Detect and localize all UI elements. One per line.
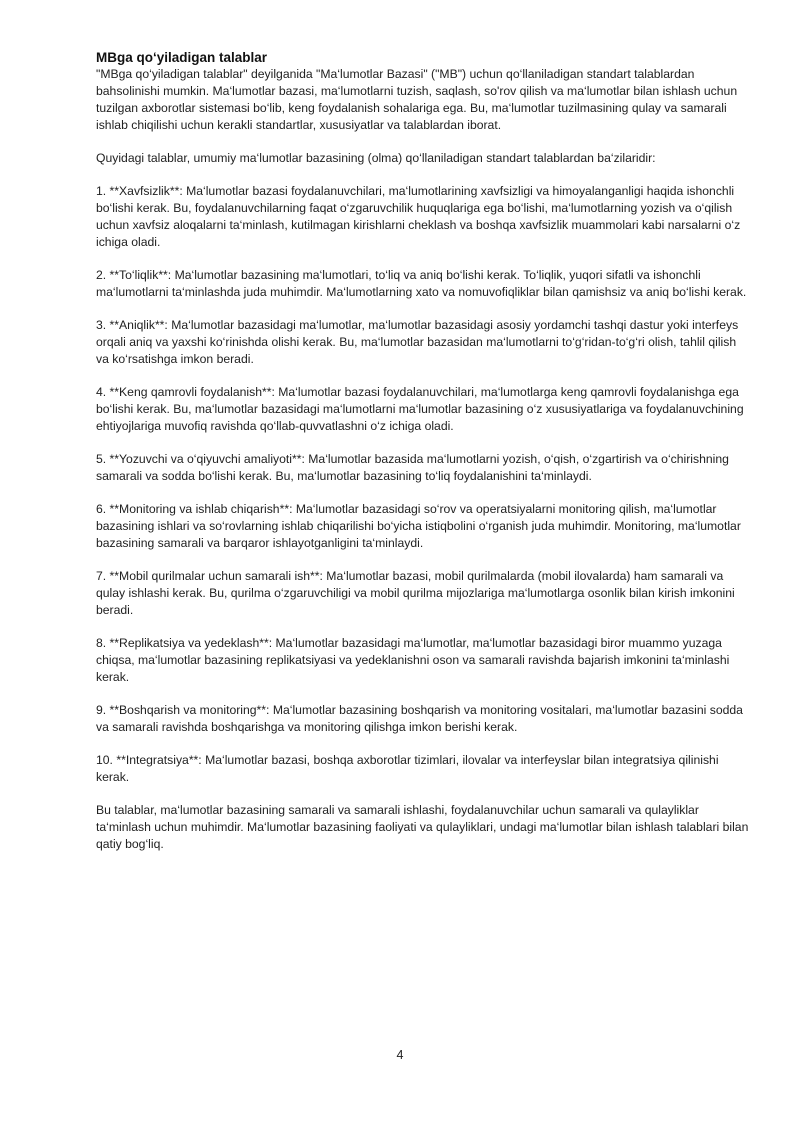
page-number: 4 xyxy=(396,1048,404,1062)
document-page xyxy=(96,49,752,869)
requirement-item-5: 5. **Yozuvchi va o‘qiyuvchi amaliyoti**: Ma‘lumotlar bazasida ma‘lumotlarni yozish, o‘qish, o‘zgartirish va o‘chirishning samarali va sodda bo‘lishi kerak. Bu, ma‘lumotlar bazasining to‘liq foydalanishini ta‘minlaydi. xyxy=(96,452,729,483)
conclusion-paragraph: Bu talablar, ma‘lumotlar bazasining samarali va samarali ishlashi, foydalanuvchilar uchun samarali va qulayliklar ta‘minlash uchun muhimdir. Ma‘lumotlar bazasining faoliyati va qulayliklari, undagi ma‘lumotlar bilan ishlash talablari bilan qatiy bog‘liq. xyxy=(96,803,749,851)
requirement-item-10: 10. **Integratsiya**: Ma‘lumotlar bazasi, boshqa axborotlar tizimlari, ilovalar va interfeyslar bilan integratsiya qilinishi kerak. xyxy=(96,753,719,784)
requirement-item-8: 8. **Replikatsiya va yedeklash**: Ma‘lumotlar bazasidagi ma‘lumotlar, ma‘lumotlar bazasidagi biror muammo yuzaga chiqsa, ma‘lumotlar bazasining replikatsiyasi va yedeklanishni oson va samarali ravishda bajarish imkonini ta‘minlashi kerak. xyxy=(96,636,730,684)
requirement-item-7: 7. **Mobil qurilmalar uchun samarali ish**: Ma‘lumotlar bazasi, mobil qurilmalarda (mobil ilovalarda) ham samarali va qulay ishlashi kerak. Bu, qurilma o‘zgaruvchiligi va mobil qurilma mijozlariga ma‘lumotlarga osonlik bilan kirish imkonini beradi. xyxy=(96,569,735,617)
requirement-item-4: 4. **Keng qamrovli foydalanish**: Ma‘lumotlar bazasi foydalanuvchilari, ma‘lumotlarga keng qamrovli foydalanishga ega bo‘lishi kerak. Bu, ma‘lumotlar bazasidagi ma‘lumotlarni ma‘lumotlar bazasining o‘z xususiyatlariga va foydalanuvchining ehtiyojlariga muvofiq ravishda qo‘llab-quvvatlashni o‘z ichiga oladi. xyxy=(96,385,744,433)
requirement-item-6: 6. **Monitoring va ishlab chiqarish**: Ma‘lumotlar bazasidagi so‘rov va operatsiyalarni monitoring qilish, ma‘lumotlar bazasining ishlari va so‘rovlarning ishlab chiqarilishi bo‘yicha istiqbolini o‘rganish juda muhimdir. Monitoring, ma‘lumotlar bazasining samarali va barqaror ishlayotganligini ta‘minlaydi. xyxy=(96,502,741,550)
requirement-item-3: 3. **Aniqlik**: Ma‘lumotlar bazasidagi ma‘lumotlar, ma‘lumotlar bazasidagi asosiy yordamchi tashqi dastur yoki interfeys orqali aniq va yaxshi ko‘rinishda olishi kerak. Bu, ma‘lumotlar bazasidan ma‘lumotlarni to‘g‘ridan-to‘g‘ri olish, tahlil qilish va ko‘rsatishga imkon beradi. xyxy=(96,318,739,366)
document-title: MBga qo‘yiladigan talablar xyxy=(96,50,268,65)
requirement-item-2: 2. **To‘liqlik**: Ma‘lumotlar bazasining ma‘lumotlari, to‘liq va aniq bo‘lishi kerak. To‘liqlik, yuqori sifatli va ishonchli ma‘lumotlarni ta‘minlashda juda muhimdir. Ma‘lumotlarning xato va nomuvofiqliklar bilan qamishsiz va aniq bo‘lishi kerak. xyxy=(96,268,747,299)
lead-paragraph: Quyidagi talablar, umumiy ma‘lumotlar bazasining (olma) qo‘llaniladigan standart talablardan ba‘zilaridir: xyxy=(96,151,656,165)
requirement-item-9: 9. **Boshqarish va monitoring**: Ma‘lumotlar bazasining boshqarish va monitoring vositalari, ma‘lumotlar bazasini sodda va samarali ravishda boshqarishga va monitoring qilishga imkon berishi kerak. xyxy=(96,703,743,734)
requirement-item-1: 1. **Xavfsizlik**: Ma‘lumotlar bazasi foydalanuvchilari, ma‘lumotlarining xavfsizligi va himoyalanganligi haqida ishonchli bo‘lishi kerak. Bu, foydalanuvchilarning faqat o‘zgaruvchilik huquqlariga ega bo‘lishi, ma‘lumotlarning yozish va o‘qilish uchun xavfsiz aloqalarni ta‘minlash, kutilmagan kirishlarni cheklash va boshqa xavfsizlik muammolari kabi narsalarni o‘z ichiga oladi. xyxy=(96,184,741,249)
intro-paragraph: "MBga qo‘yiladigan talablar" deyilganida "Ma‘lumotlar Bazasi" ("MB") uchun qo‘llaniladigan standart talablardan bahsolinishi mumkin. Ma‘lumotlar bazasi, ma‘lumotlarni tuzish, saqlash, so'rov qilish va ma‘lumotlar bilan ishlash uchun tuzilgan axborotlar sistemasi bo‘lib, keng foydalanish sohalariga ega. Bu, ma‘lumotlar tuzilmasining qulay va samarali ishlab chiqilishi uchun kerakli standartlar, xususiyatlar va talablardan iborat. xyxy=(96,67,738,132)
